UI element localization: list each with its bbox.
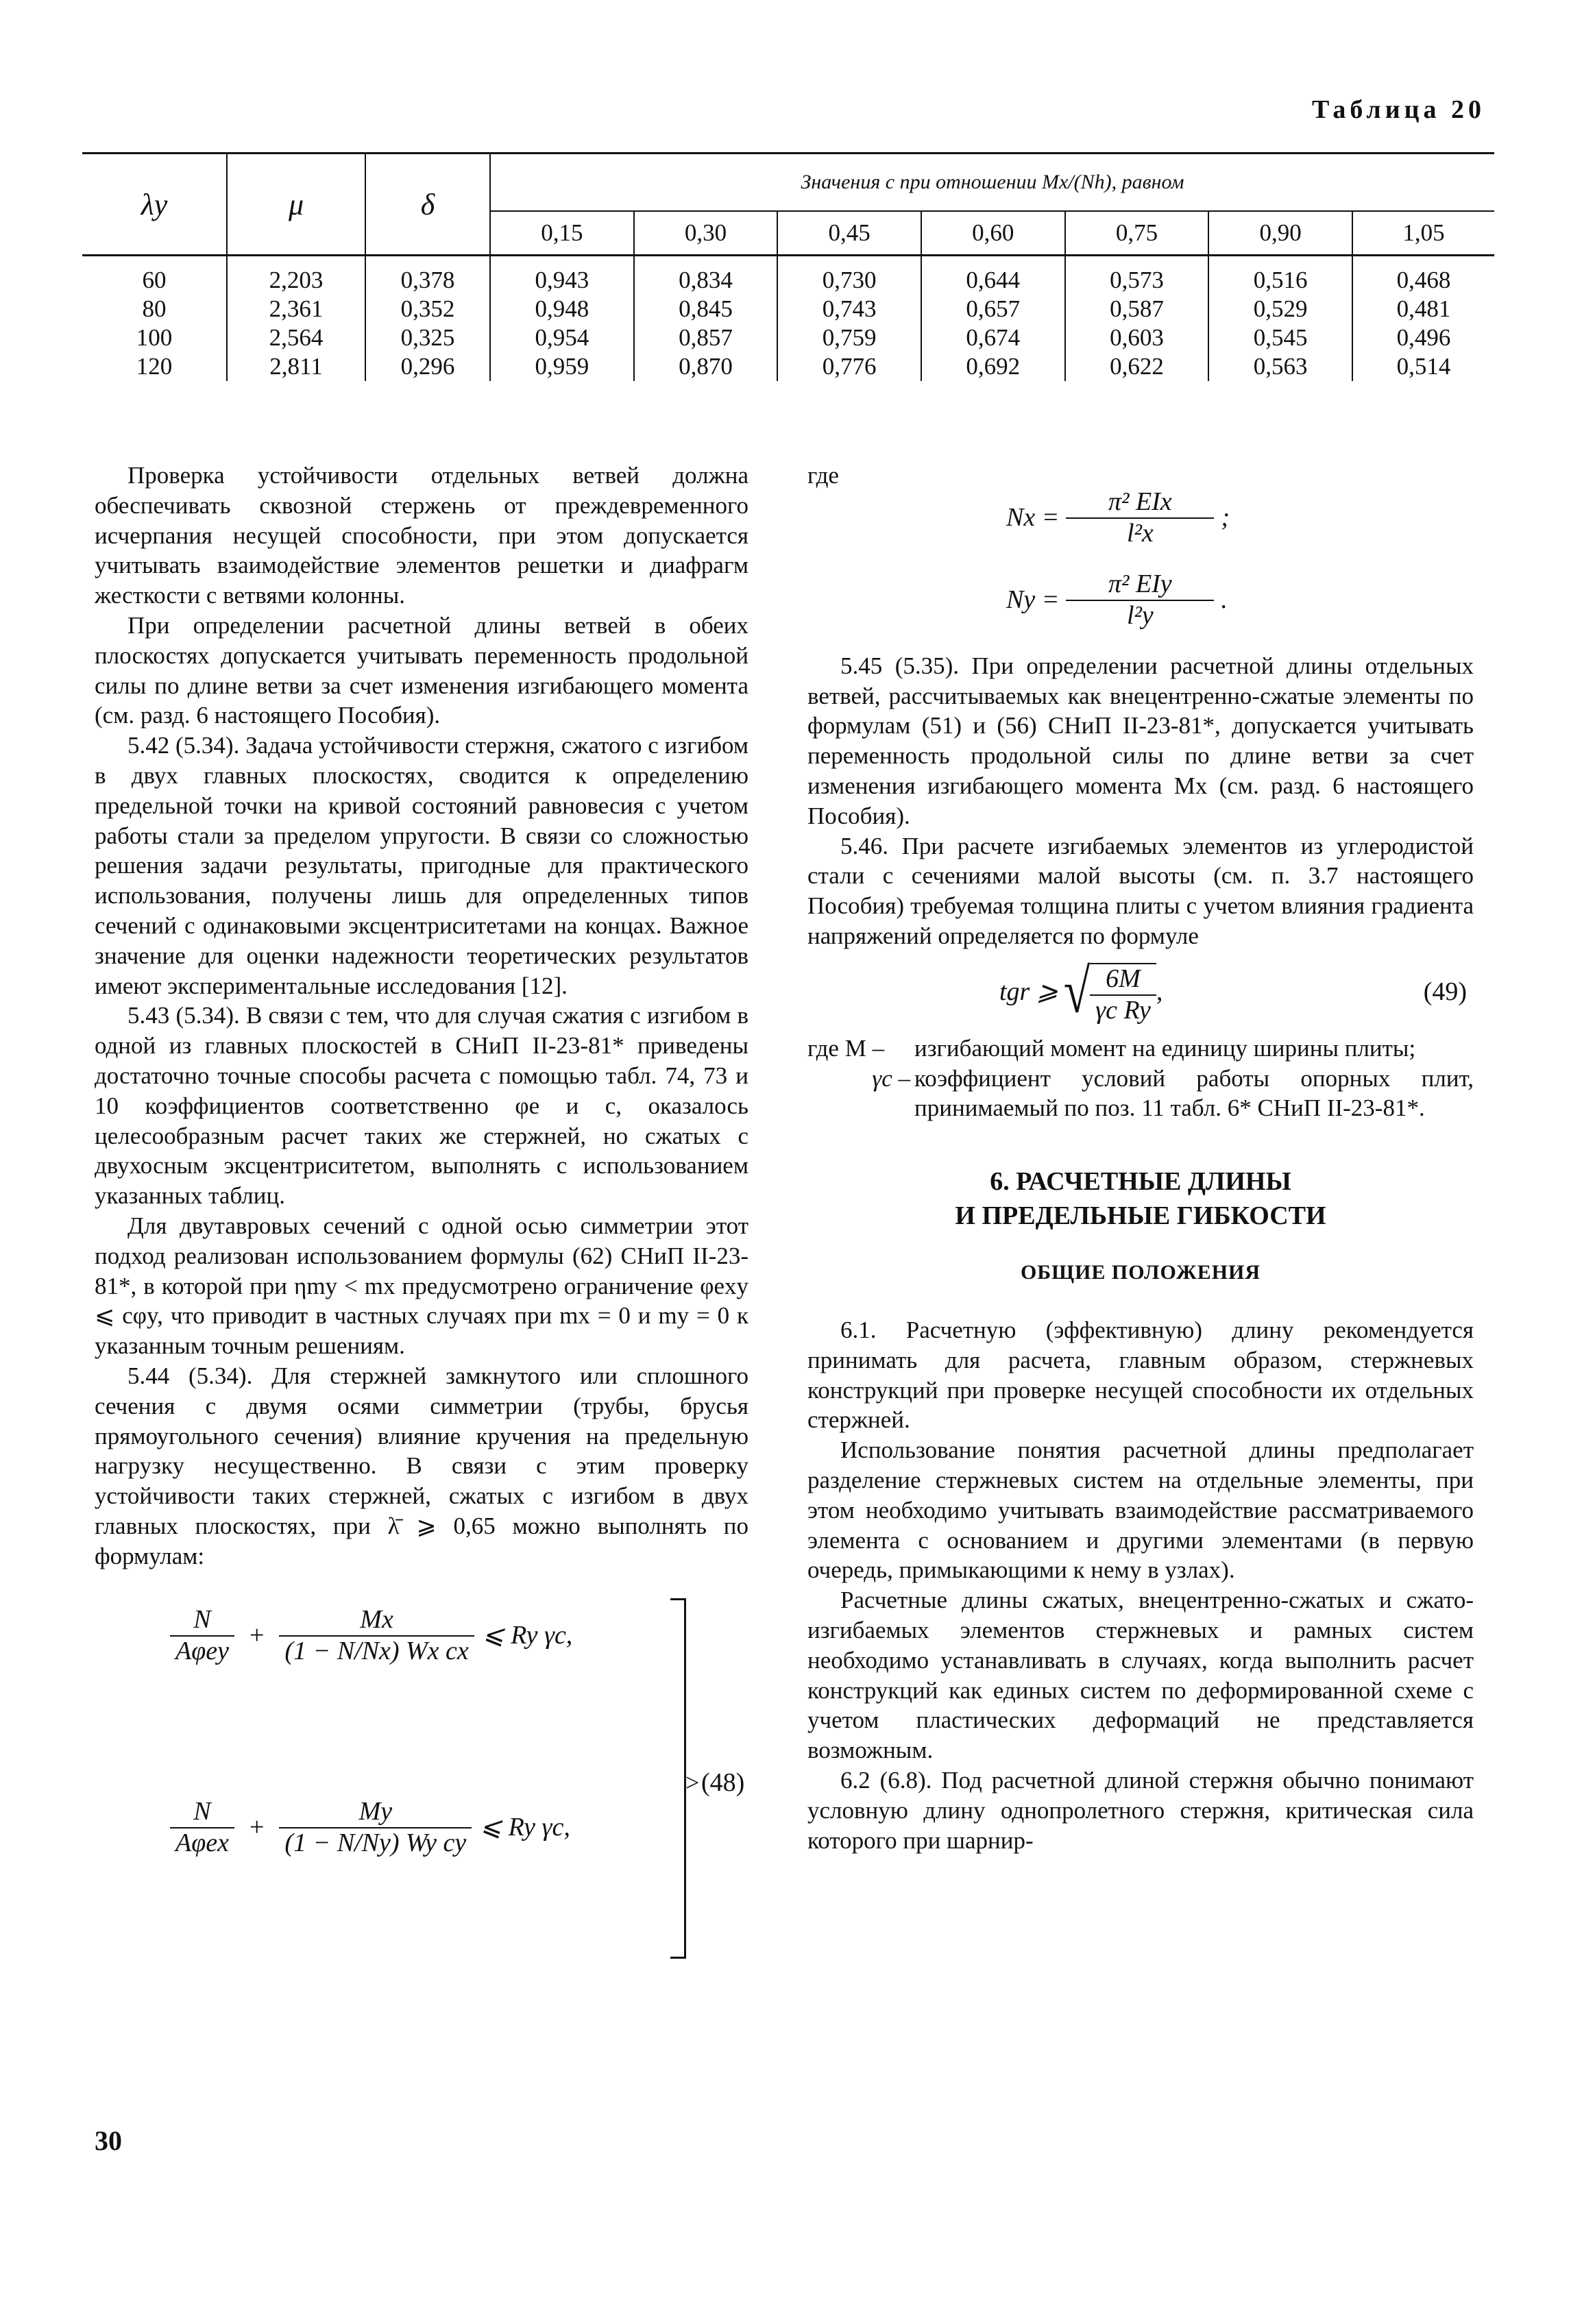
formula-48: [95, 1598, 748, 1968]
table-cell: 0,481: [1352, 295, 1494, 323]
table-cell: 0,959: [490, 352, 634, 381]
fraction: $\frac{\text{π² EIy}}{\text{l²y}}$: [1066, 570, 1214, 631]
paragraph: Для двутавровых сечений с одной осью симметрии этот подход реализован использованием формулы (62) СНиП II-23-81*, в которой при ηmy < mx предусмотрено ограничение φexy ⩽ cφy, что приводит в частных случаях при mx = 0 и my = 0 к указанным точным решениям.: [95, 1212, 748, 1360]
table-cell: 0,545: [1208, 323, 1352, 352]
left-column: [95, 461, 748, 1968]
paragraph-5-43: 5.43 (5.34). В связи с тем, что для случая сжатия с изгибом в одной из главных плоскостей в СНиП II-23-81* приведены достаточно точные способы расчета с помощью табл. 74, 73 и 10 коэффициентов соответственно φe и c, оказалось целесообразным расчет таких же стержней, но сжатых с двухосным эксцентриситетом, выполнять с использованием указанных таблиц.: [95, 1002, 748, 1210]
paragraph: При определении расчетной длины ветвей в обеих плоскостях допускается учитывать переменность продольной силы по длине ветви за счет изменения изгибающего момента (см. разд. 6 настоящего Пособия).: [95, 611, 748, 729]
table-cell: 2,564: [227, 323, 365, 352]
table-cell: 0,468: [1352, 256, 1494, 295]
table-cell: 60: [142, 267, 167, 293]
table-cell: 0,529: [1208, 295, 1352, 323]
table-cell: 0,657: [921, 295, 1065, 323]
table-cell: 120: [136, 353, 173, 380]
definition-m: где M – изгибающий момент на единицу ширины плиты;: [807, 1034, 1416, 1062]
table-cell: 0,870: [634, 352, 778, 381]
subsection-title: ОБЩИЕ ПОЛОЖЕНИЯ: [1020, 1261, 1261, 1284]
bracket-point: >: [685, 1769, 700, 1797]
coefficients-table: [82, 152, 1494, 381]
table-cell: 0,352: [365, 295, 490, 323]
paragraph-6-2: 6.2 (6.8). Под расчетной длиной стержня обычно понимают условную длину однопролетного стержня, критическая сила которого при шарнир-: [807, 1766, 1474, 1854]
table-cell: 0,692: [921, 352, 1065, 381]
header-delta: δ: [365, 154, 490, 256]
table-cell: 0,496: [1352, 323, 1494, 352]
table-row: [82, 323, 1494, 352]
header-ratio-span: Значения c при отношении Mx/(Nh), равном: [490, 154, 1494, 212]
equation-number-48: (48): [701, 1768, 745, 1798]
table-cell: 0,622: [1065, 352, 1209, 381]
table-cell: 0,325: [365, 323, 490, 352]
ratio-header: 0,30: [634, 211, 778, 256]
paragraph: Проверка устойчивости отдельных ветвей должна обеспечивать сквозной стержень от преждевременного исчерпания несущей способности, при этом допускается учитывать взаимодействие элементов решетки и диафрагм жесткости с ветвями колонны.: [95, 462, 748, 609]
header-mu: μ: [227, 154, 365, 256]
paragraph: Использование понятия расчетной длины предполагает разделение стержневых систем на отдельные элементы, при этом необходимо учитывать взаимодействие рассматриваемого элемента с основанием и другими элементами (в первую очередь, примыкающими к нему в узлах).: [807, 1436, 1474, 1584]
table-cell: 0,954: [490, 323, 634, 352]
table-cell: 0,587: [1065, 295, 1209, 323]
fraction: $\frac{6M}{\text{γc Ry}}$: [1090, 963, 1156, 1026]
table-cell: 0,516: [1208, 256, 1352, 295]
fraction: $\frac{Mx}{\text{(1 − N/Nx) Wx cx}}$: [279, 1605, 474, 1667]
ratio-header: 0,75: [1065, 211, 1209, 256]
right-column: [807, 461, 1474, 1855]
table-cell: 0,644: [921, 256, 1065, 295]
table-cell: 2,361: [227, 295, 365, 323]
definition-gamma-c: γc – коэффициент условий работы опорных плит, принимаемый по поз. 11 табл. 6* СНиП II-23-81*.: [872, 1064, 1474, 1122]
table-cell: 0,948: [490, 295, 634, 323]
paragraph-6-1: 6.1. Расчетную (эффективную) длину рекомендуется принимать для расчета, главным образом, стержневых конструкций при проверке несущей способности их отдельных стержней.: [807, 1316, 1474, 1434]
page-number: 30: [95, 2125, 122, 2156]
paragraph-5-42: 5.42 (5.34). Задача устойчивости стержня, сжатого с изгибом в двух главных плоскостях, сводится к определению предельной точки на кривой состояний равновесия с учетом работы стали за пределом упругости. В связи со сложностью решения задачи результаты, пригодные для практического использования, получены лишь для определенных типов сечений с одинаковыми эксцентриситетами на концах. Важное значение для оценки надежности теоретических результатов имеют экспериментальные исследования [12].: [95, 732, 748, 999]
table-cell: 0,378: [365, 256, 490, 295]
formula-48-line-1: $\frac{N}{\text{Aφey}}$ + $\frac{Mx}{\text{(1 − N/Nx) Wx cx}}$ ⩽ Ry γc,: [170, 1605, 572, 1667]
where-label: где: [807, 462, 839, 489]
radical-sign: √: [1063, 957, 1091, 1027]
equation-number-49: (49): [1423, 977, 1467, 1006]
fraction: $\frac{N}{\text{Aφex}}$: [170, 1797, 234, 1859]
table-caption: Таблица 20: [1311, 95, 1485, 124]
ratio-header: 0,15: [490, 211, 634, 256]
section-title: 6. РАСЧЕТНЫЕ ДЛИНЫ И ПРЕДЕЛЬНЫЕ ГИБКОСТИ: [955, 1167, 1326, 1231]
table-cell: 0,943: [490, 256, 634, 295]
table-body: [82, 256, 1494, 382]
formula-48-line-2: $\frac{N}{\text{Aφex}}$ + $\frac{My}{\text{(1 − N/Ny) Wy cy}}$ ⩽ Ry γc,: [170, 1797, 570, 1859]
table-cell: 0,674: [921, 323, 1065, 352]
table-cell: 0,776: [777, 352, 921, 381]
table-cell: 0,514: [1352, 352, 1494, 381]
table-cell: 0,834: [634, 256, 778, 295]
system-bracket: [670, 1598, 686, 1959]
fraction: $\frac{\text{π² EIx}}{\text{l²x}}$: [1066, 487, 1214, 549]
table-row: [82, 295, 1494, 323]
formula-49: tgr ⩾ √ $\frac{6M}{\text{γc Ry}}$ , (49): [999, 957, 1467, 1027]
table-cell: 0,573: [1065, 256, 1209, 295]
header-lambda: λy: [82, 154, 227, 256]
ratio-header: 0,60: [921, 211, 1065, 256]
table-cell: 0,857: [634, 323, 778, 352]
table-cell: 0,743: [777, 295, 921, 323]
paragraph-5-45: 5.45 (5.35). При определении расчетной длины отдельных ветвей, рассчитываемых как внецентренно-сжатые элементы по формулам (51) и (56) СНиП II-23-81*, допускается учитывать переменность продольной силы по длине ветви за счет изменения изгибающего момента Mx (см. разд. 6 настоящего Пособия).: [807, 652, 1474, 829]
formula-nx: Nx = $\frac{\text{π² EIx}}{\text{l²x}}$ ;: [1006, 487, 1230, 548]
paragraph-5-44: 5.44 (5.34). Для стержней замкнутого или сплошного сечения с двумя осями симметрии (трубы, брусья прямоугольного сечения) влияние кручения на предельную нагрузку несущественно. В связи с этим проверку устойчивости таких стержней, сжатых с изгибом в двух главных плоскостях, при λ̄ ⩾ 0,65 можно выполнять по формулам:: [95, 1362, 748, 1569]
fraction: $\frac{My}{\text{(1 − N/Ny) Wy cy}}$: [279, 1797, 472, 1859]
table-cell: 0,845: [634, 295, 778, 323]
table-cell: 80: [142, 295, 167, 322]
table-cell: 0,730: [777, 256, 921, 295]
table-cell: 0,296: [365, 352, 490, 381]
fraction: $\frac{N}{\text{Aφey}}$: [170, 1605, 234, 1667]
table-cell: 0,759: [777, 323, 921, 352]
table-cell: 0,603: [1065, 323, 1209, 352]
formula-ny: Ny = $\frac{\text{π² EIy}}{\text{l²y}}$ .: [1006, 570, 1228, 630]
table-row: [82, 256, 1494, 295]
table-cell: 0,563: [1208, 352, 1352, 381]
table-cell: 100: [136, 324, 173, 351]
ratio-header: 1,05: [1352, 211, 1494, 256]
table-row: [82, 352, 1494, 381]
ratio-header: 0,45: [777, 211, 921, 256]
table-cell: 2,811: [227, 352, 365, 381]
paragraph-5-46: 5.46. При расчете изгибаемых элементов из углеродистой стали с сечениями малой высоты (см. п. 3.7 настоящего Пособия) требуемая толщина плиты с учетом влияния градиента напряжений определяется по формуле: [807, 832, 1474, 949]
table-cell: 2,203: [227, 256, 365, 295]
paragraph: Расчетные длины сжатых, внецентренно-сжатых и сжато-изгибаемых элементов стержневых и рамных систем необходимо устанавливать в случаях, когда выполнить расчет конструкций как единых систем по деформированной схеме с учетом пластических деформаций не представляется возможным.: [807, 1587, 1474, 1764]
ratio-header: 0,90: [1208, 211, 1352, 256]
